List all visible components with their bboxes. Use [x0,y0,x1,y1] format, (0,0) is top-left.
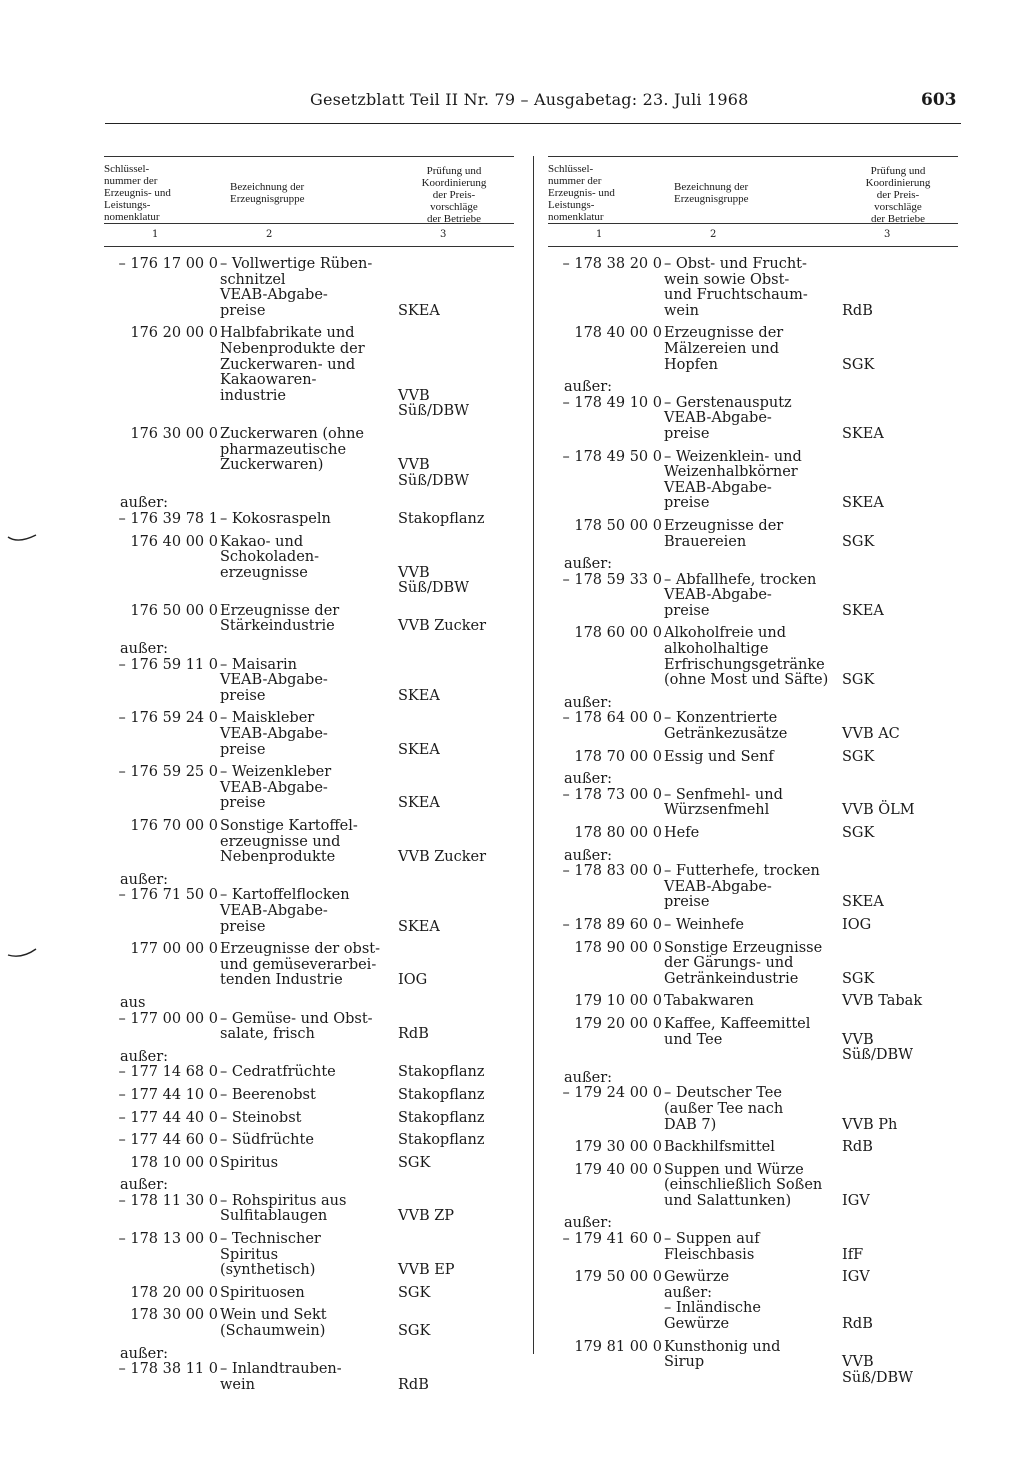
table-row [104,257,514,319]
product-group: Erzeugnisse der Brauereien [664,517,784,550]
key-number: – 177 00 00 0 [118,1010,218,1027]
key-number: 176 40 00 0 [130,533,218,550]
table-row [548,696,958,712]
review-body: SKEA [398,741,440,758]
review-body: SGK [842,970,875,987]
key-number: außer: [120,1345,169,1362]
review-body: VVB Süß/DBW [398,564,470,597]
margin-check-icon [6,947,38,961]
product-group [218,496,392,512]
product-group: Zuckerwaren (ohne pharmazeutische Zuckerwaren) [220,425,364,474]
table-row [104,1156,514,1172]
left-column [104,156,514,1400]
product-group: – Kartoffelflocken VEAB-Abgabe- preise [220,887,350,935]
page-header [0,90,1024,120]
column-number: 2 [266,229,273,240]
review-body: SGK [398,1284,431,1301]
review-body [836,849,958,865]
product-group: Kakao- und Schokoladen- erzeugnisse [220,533,320,581]
review-body [392,996,514,1012]
table-header [548,156,958,224]
table-row [104,996,514,1012]
table-row [104,765,514,812]
product-group: Erzeugnisse der Stärkeindustrie [220,602,340,635]
table-row [104,1111,514,1127]
key-number: – 178 49 10 0 [562,394,662,411]
left-table-body [104,257,514,1393]
key-number: – 178 73 00 0 [562,786,662,803]
product-group: Alkoholfreie und alkoholhaltige Erfrischungsgetränke (ohne Most und Säfte) [664,625,829,689]
key-number: – 176 59 25 0 [118,764,218,781]
key-number: 178 40 00 0 [574,325,662,342]
table-row [548,1232,958,1263]
review-body [392,642,514,658]
key-number: 178 70 00 0 [574,748,662,765]
table-row [548,1017,958,1064]
review-body: VVB Süß/DBW [842,1031,914,1064]
column-numbers [548,224,958,247]
key-number: – 176 59 11 0 [118,656,218,673]
review-body: SGK [842,825,875,841]
product-group: – Maiskleber VEAB-Abgabe- preise [220,710,328,758]
product-group [662,1216,836,1232]
header-group-name: Bezeichnung der Erzeugnisgruppe [674,181,749,205]
review-body: VVB ÖLM [842,802,915,819]
key-number: – 179 41 60 0 [562,1231,662,1248]
product-group [218,1347,392,1363]
review-body [836,772,958,788]
key-number: außer: [564,1069,613,1086]
column-number: 1 [152,229,159,240]
review-body [392,1347,514,1363]
review-body: RdB [842,1139,873,1156]
product-group: Spirituosen [220,1284,305,1301]
product-group [218,1178,392,1194]
key-number: 179 20 00 0 [574,1015,662,1032]
table-row [104,1362,514,1393]
review-body: SKEA [842,425,884,442]
product-group: Essig und Senf [664,748,774,765]
table-row [104,326,514,420]
product-group: Sonstige Kartoffel- erzeugnisse und Nebenprodukte [220,818,358,866]
key-number: – 177 44 40 0 [118,1109,218,1126]
review-body: RdB [842,302,873,319]
table-row [548,1340,958,1387]
review-body: SKEA [842,894,884,911]
key-number: – 177 44 60 0 [118,1132,218,1149]
review-body: SGK [842,356,875,373]
key-number: außer: [564,694,613,711]
table-header [104,156,514,224]
table-row [548,1270,958,1332]
product-group [662,1071,836,1087]
gazette-title: Gesetzblatt Teil II Nr. 79 – Ausgabetag: 23. Juli 1968 [310,90,749,109]
review-body: VVB Zucker [398,849,487,866]
product-group: – Weizenkleber VEAB-Abgabe- preise [220,764,332,812]
header-group-name: Bezeichnung der Erzeugnisgruppe [230,181,305,205]
product-group [662,696,836,712]
product-group: – Konzentrierte Getränkezusätze [664,710,788,743]
table-row [104,496,514,512]
product-group: – Weizenklein- und Weizenhalbkörner VEAB-Abgabe- preise [664,448,802,512]
review-body: VVB Ph [842,1116,898,1133]
review-body [836,1071,958,1087]
table-row [104,942,514,989]
table-row [104,1050,514,1066]
key-number: 177 00 00 0 [130,941,218,958]
product-group [218,996,392,1012]
review-body [392,496,514,512]
review-body: SKEA [842,602,884,619]
review-body: SKEA [398,795,440,812]
column-number: 1 [596,229,603,240]
table-row [104,888,514,935]
header-rule [105,123,961,124]
key-number: – 176 59 24 0 [118,710,218,727]
product-group: Kunsthonig und Sirup [664,1338,781,1371]
review-body: SGK [842,533,875,550]
table-row [548,750,958,766]
review-body: RdB [398,1026,429,1043]
key-number: außer: [564,1215,613,1232]
table-row [104,1088,514,1104]
review-body: SKEA [398,918,440,935]
product-group: – Südfrüchte [220,1132,314,1149]
product-group [218,873,392,889]
table-row [104,642,514,658]
product-group: – Rohspiritus aus Sulfitablaugen [220,1192,347,1225]
review-body: IfF [842,1246,864,1263]
product-group: Suppen und Würze (einschließlich Soßen und Salattunken) [664,1161,823,1209]
key-number: – 176 17 00 0 [118,256,218,272]
review-body: VVB EP [398,1262,455,1279]
key-number: 179 10 00 0 [574,993,662,1010]
product-group: – Inlandtrauben- wein [220,1361,342,1393]
review-body: SKEA [398,302,440,319]
review-body: VVB Zucker [398,618,487,635]
table-row [548,257,958,319]
table-row [104,1347,514,1363]
key-number: außer: [120,495,169,512]
table-row [548,941,958,988]
review-body [836,696,958,712]
key-number: – 176 39 78 1 [118,510,218,527]
column-divider [533,156,534,1354]
product-group: Spiritus [220,1154,279,1171]
product-group: – Obst- und Frucht- wein sowie Obst- und Fruchtschaum- wein [664,256,808,319]
column-numbers [104,224,514,247]
margin-check-icon [6,532,38,546]
table-row [104,604,514,635]
table-row [548,772,958,788]
key-number: – 179 24 00 0 [562,1085,662,1102]
review-body: Stakopflanz [398,1109,485,1126]
key-number: 178 90 00 0 [574,939,662,956]
header-price-review: Prüfung und Koordinierung der Preis- vorschläge der Betriebe [865,165,931,225]
review-body: Stakopflanz [398,510,485,527]
key-number: – 177 44 10 0 [118,1086,218,1103]
table-row [104,1065,514,1081]
product-group [662,380,836,396]
table-row [548,573,958,620]
product-group: – Deutscher Tee (außer Tee nach DAB 7) [664,1085,784,1133]
review-body [392,1178,514,1194]
product-group: – Gerstenausputz VEAB-Abgabe- preise [664,394,792,442]
table-row [104,1286,514,1302]
product-group [218,1050,392,1066]
table-row [548,396,958,443]
key-number: außer: [120,641,169,658]
review-body: SGK [842,748,875,765]
header-key-number: Schlüssel- nummer der Erzeugnis- und Leistungs- nomenklatur [548,163,615,223]
table-row [548,380,958,396]
key-number: außer: [564,379,613,396]
table-row [548,918,958,934]
product-group: Wein und Sekt (Schaumwein) [220,1307,327,1340]
table-row [548,864,958,911]
product-group: Gewürze außer: – Inländische Gewürze [664,1269,761,1333]
key-number: – 178 89 60 0 [562,916,662,933]
review-body [836,557,958,573]
key-number: 176 70 00 0 [130,818,218,834]
product-group: Erzeugnisse der Mälzereien und Hopfen [664,325,784,373]
table-row [548,1216,958,1232]
review-body: VVB Süß/DBW [398,457,470,489]
review-body: SGK [398,1154,431,1171]
table-row [548,826,958,842]
key-number: 176 50 00 0 [130,602,218,619]
table-row [104,819,514,866]
product-group: – Gemüse- und Obst- salate, frisch [220,1010,373,1043]
product-group: Kaffee, Kaffeemittel und Tee [664,1015,811,1048]
review-body: IGV [842,1192,870,1209]
table-row [548,1086,958,1133]
product-group: – Vollwertige Rüben- schnitzel VEAB-Abgabe- preise [220,256,373,319]
table-row [104,1232,514,1279]
table-row [548,788,958,819]
product-group [218,642,392,658]
header-key-number: Schlüssel- nummer der Erzeugnis- und Leistungs- nomenklatur [104,163,171,223]
review-body: IOG [398,972,428,989]
key-number: – 178 59 33 0 [562,571,662,588]
product-group: Erzeugnisse der obst- und gemüseverarbei- tenden Industrie [220,941,380,989]
key-number: 179 30 00 0 [574,1139,662,1156]
right-column [548,156,958,1393]
product-group: Sonstige Erzeugnisse der Gärungs- und Getränkeindustrie [664,939,823,987]
product-group [662,849,836,865]
key-number: – 178 38 20 0 [562,256,662,272]
key-number: 179 81 00 0 [574,1338,662,1355]
table-row [104,1178,514,1194]
key-number: außer: [120,1177,169,1194]
table-row [548,519,958,550]
key-number: – 178 38 11 0 [118,1361,218,1378]
product-group: – Futterhefe, trocken VEAB-Abgabe- preise [664,863,820,911]
product-group: – Technischer Spiritus (synthetisch) [220,1231,321,1279]
key-number: außer: [120,1048,169,1065]
key-number: außer: [564,556,613,573]
key-number: – 177 14 68 0 [118,1064,218,1081]
key-number: – 178 11 30 0 [118,1192,218,1209]
product-group: – Suppen auf Fleischbasis [664,1231,760,1263]
product-group: – Weinhefe [664,916,745,933]
table-row [548,450,958,512]
key-number: 178 50 00 0 [574,517,662,534]
column-number: 2 [710,229,717,240]
review-body: SGK [842,672,875,689]
table-row [104,512,514,528]
table-row [104,1133,514,1149]
review-body: SKEA [398,687,440,704]
key-number: 178 60 00 0 [574,625,662,642]
review-body: Stakopflanz [398,1132,485,1149]
key-number: 178 20 00 0 [130,1284,218,1301]
product-group: – Beerenobst [220,1086,316,1103]
key-number: – 178 13 00 0 [118,1231,218,1248]
right-table-body [548,257,958,1386]
product-group: – Maisarin VEAB-Abgabe- preise [220,656,328,704]
key-number: 176 30 00 0 [130,425,218,442]
product-group: Halbfabrikate und Nebenprodukte der Zuckerwaren- und Kakaowaren- industrie [220,325,365,404]
column-number: 3 [884,229,891,240]
product-group: – Kokosraspeln [220,510,331,527]
column-number: 3 [440,229,447,240]
review-body: VVB Tabak [842,993,923,1010]
key-number: – 178 83 00 0 [562,863,662,880]
review-body: Stakopflanz [398,1086,485,1103]
review-body: VVB Süß/DBW [842,1354,914,1386]
key-number: – 176 71 50 0 [118,887,218,904]
review-body [836,380,958,396]
key-number: 178 80 00 0 [574,825,662,841]
product-group: Hefe [664,825,700,841]
table-row [104,658,514,705]
product-group: – Cedratfrüchte [220,1064,336,1081]
table-row [104,711,514,758]
review-body: SKEA [842,495,884,512]
table-row [548,849,958,865]
key-number: außer: [564,847,613,864]
table-row [548,711,958,742]
review-body: IOG [842,916,872,933]
review-body: VVB ZP [398,1208,455,1225]
table-row [548,626,958,688]
key-number: außer: [564,771,613,788]
review-body [392,1050,514,1066]
product-group: Tabakwaren [664,993,754,1010]
table-row [104,535,514,597]
key-number: 176 20 00 0 [130,325,218,342]
product-group [662,772,836,788]
table-row [548,1071,958,1087]
table-row [104,873,514,889]
key-number: – 178 49 50 0 [562,448,662,465]
table-row [104,1194,514,1225]
review-body [392,873,514,889]
product-group: – Abfallhefe, trocken VEAB-Abgabe- preise [664,571,817,619]
table-row [104,427,514,489]
key-number: 178 10 00 0 [130,1154,218,1171]
table-row [104,1012,514,1043]
header-price-review: Prüfung und Koordinierung der Preis- vorschläge der Betriebe [421,165,487,225]
key-number: – 178 64 00 0 [562,710,662,727]
table-row [548,557,958,573]
table-row [548,326,958,373]
table-row [104,1308,514,1339]
key-number: 179 40 00 0 [574,1161,662,1178]
review-body: IGV RdB [842,1269,873,1333]
review-body [836,1216,958,1232]
product-group: – Steinobst [220,1109,302,1126]
key-number: 179 50 00 0 [574,1269,662,1286]
key-number: aus [120,994,146,1011]
table-row [548,994,958,1010]
product-group [662,557,836,573]
product-group: Backhilfsmittel [664,1139,775,1156]
product-group: – Senfmehl- und Würzsenfmehl [664,786,783,819]
page-number: 603 [921,90,957,110]
review-body: SGK [398,1323,431,1340]
key-number: außer: [120,871,169,888]
table-row [548,1163,958,1210]
review-body: Stakopflanz [398,1064,485,1081]
table-row [548,1140,958,1156]
review-body: VVB AC [842,726,900,743]
review-body: VVB Süß/DBW [398,387,470,420]
key-number: 178 30 00 0 [130,1307,218,1324]
review-body: RdB [398,1376,429,1393]
